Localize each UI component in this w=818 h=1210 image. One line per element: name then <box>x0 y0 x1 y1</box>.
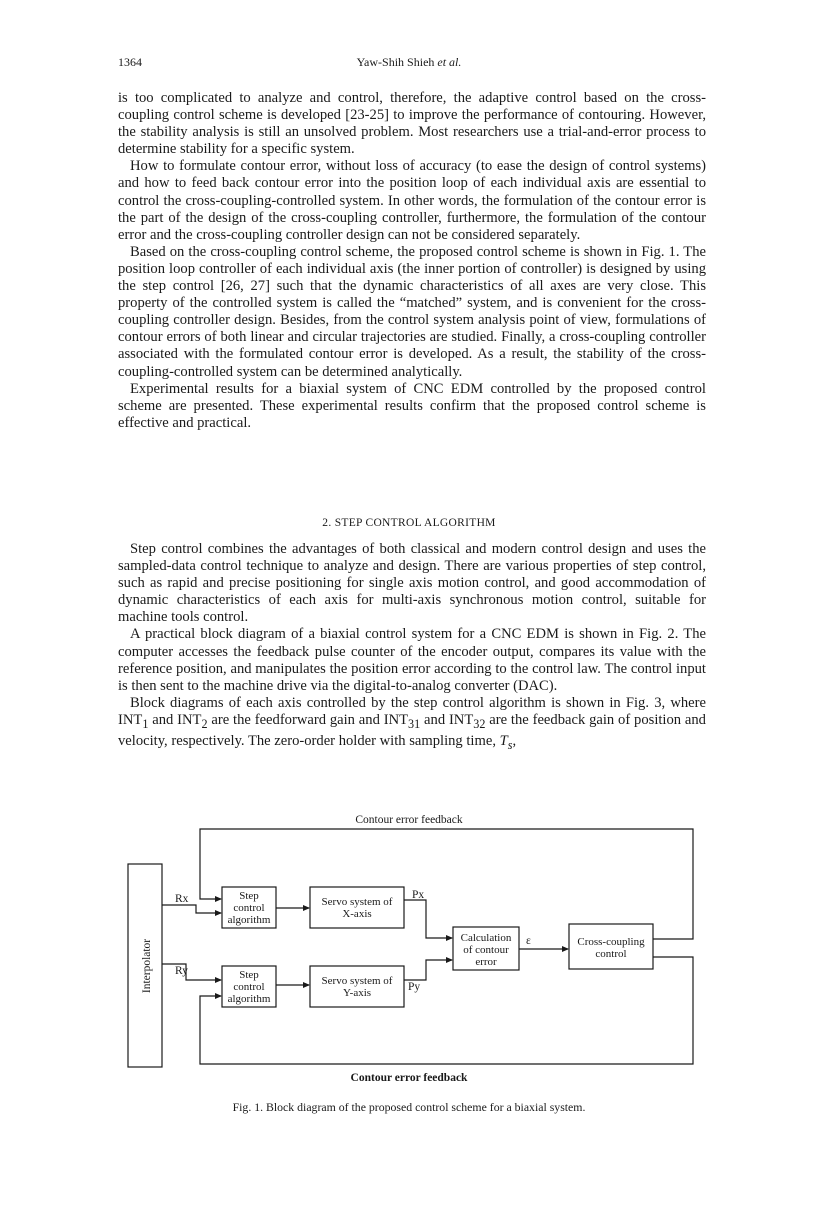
step-x-line2: control <box>233 902 265 914</box>
paragraph-contour-error: How to formulate contour error, without loss of accuracy (to ease the design of control systems) and how to feed back contour error into the position loop of each individual axis are essential to control the cross-coupling-controlled system. In other words, the formulation of the contour error is the part of the design of the cross-coupling controller, furthermore, the formulation of the contour error and the cross-coupling controller design can not be considered separately. <box>118 158 706 243</box>
paragraph-experimental: Experimental results for a biaxial system of CNC EDM controlled by the proposed control scheme are presented. These experimental results confirm that the proposed control scheme is effective and practical. <box>118 380 706 431</box>
cross-line1: Cross-coupling <box>577 936 645 948</box>
paragraph-step-control: Step control combines the advantages of both classical and modern control design and uses the sampled-data control technique to analyze and design. There are various properties of step control, such as rapid and precise positioning for single axis motion control, and good accommodation of dynamic characteristics of each axis for multi-axis synchronous motion control, suitable for machine tools control. <box>118 541 706 626</box>
subscript: 31 <box>408 716 421 731</box>
page-number: 1364 <box>118 55 142 69</box>
text-run: Block diagrams of each axis controlled by the step control algorithm is shown in Fig. 3, where INT <box>118 694 706 728</box>
servo-x-line1: Servo system of <box>321 896 393 908</box>
servo-y-line1: Servo system of <box>321 975 393 987</box>
text-run: and INT <box>420 711 474 728</box>
running-head-author: Yaw-Shih Shieh <box>356 55 435 69</box>
top-feedback-label: Contour error feedback <box>355 814 463 826</box>
section-heading: 2. STEP CONTROL ALGORITHM <box>322 517 496 529</box>
bottom-feedback-line <box>200 957 693 1064</box>
ry-label: Ry <box>175 965 188 977</box>
px-line <box>404 900 452 938</box>
text-run: and INT <box>148 711 202 728</box>
py-line <box>404 960 452 980</box>
calc-line1: Calculation <box>460 932 512 944</box>
ry-line <box>162 964 221 980</box>
step-x-line3: algorithm <box>227 914 271 926</box>
calc-line3: error <box>475 956 497 968</box>
subscript: 1 <box>142 716 149 731</box>
cross-line2: control <box>595 948 627 960</box>
step-y-line1: Step <box>239 969 259 981</box>
top-feedback-line <box>200 829 693 939</box>
bottom-feedback-label: Contour error feedback <box>350 1072 468 1084</box>
paragraph-proposed-scheme: Based on the cross-coupling control scheme, the proposed control scheme is shown in Fig. 1. The position loop controller of each individual axis (the inner portion of controller) is designed by using the step control [26, 27] such that the dynamic characteristics of all axes are very close. This property of the controlled system is called the “matched” system, and is convenient for the cross-coupling controller design. Besides, from the control system analysis point of view, formulations of contour errors of both linear and circular trajectories are studied. Finally, a cross-coupling controller associated with the formulated contour error is developed. As a result, the stability of the cross-coupling-controlled system can be determined analytically. <box>118 243 706 380</box>
step-x-line1: Step <box>239 890 259 902</box>
subscript: s <box>507 737 513 752</box>
subscript: 32 <box>473 716 486 731</box>
servo-x-line2: X-axis <box>342 908 372 920</box>
rx-line <box>162 905 221 913</box>
paragraph-continued: is too complicated to analyze and control, therefore, the adaptive control based on the cross-coupling control scheme is developed [23-25] to improve the performance of contouring. However, the stability analysis is still an unsolved problem. Most researchers use a trial-and-error process to determine stability for a specific system. <box>118 90 706 158</box>
servo-y-line2: Y-axis <box>342 987 372 999</box>
rx-label: Rx <box>175 893 189 905</box>
text-run: are the feedforward gain and INT <box>207 711 409 728</box>
step-y-line3: algorithm <box>227 993 271 1005</box>
calc-line2: of contour <box>463 944 509 956</box>
paragraph-practical-diagram: A practical block diagram of a biaxial control system for a CNC EDM is shown in Fig. 2. The computer accesses the feedback pulse counter of the encoder output, compares its value with the reference position, and manipulates the position error according to the control law. The control input is then sent to the machine drive via the digital-to-analog converter (DAC). <box>118 626 706 694</box>
py-label: Py <box>408 981 421 993</box>
epsilon-label: ε <box>526 935 531 947</box>
text-run: , <box>512 732 517 749</box>
running-head-suffix: et al. <box>437 55 462 69</box>
px-label: Px <box>412 889 425 901</box>
sampling-time-symbol: T <box>499 732 508 749</box>
figure-caption: Fig. 1. Block diagram of the proposed control scheme for a biaxial system. <box>232 1100 586 1114</box>
interpolator-label: Interpolator <box>141 938 153 994</box>
subscript: 2 <box>201 716 208 731</box>
step-y-line2: control <box>233 981 265 993</box>
text-run: are the feedback gain of position and velocity, respectively. The zero-order holder with sampling time, <box>118 711 706 749</box>
